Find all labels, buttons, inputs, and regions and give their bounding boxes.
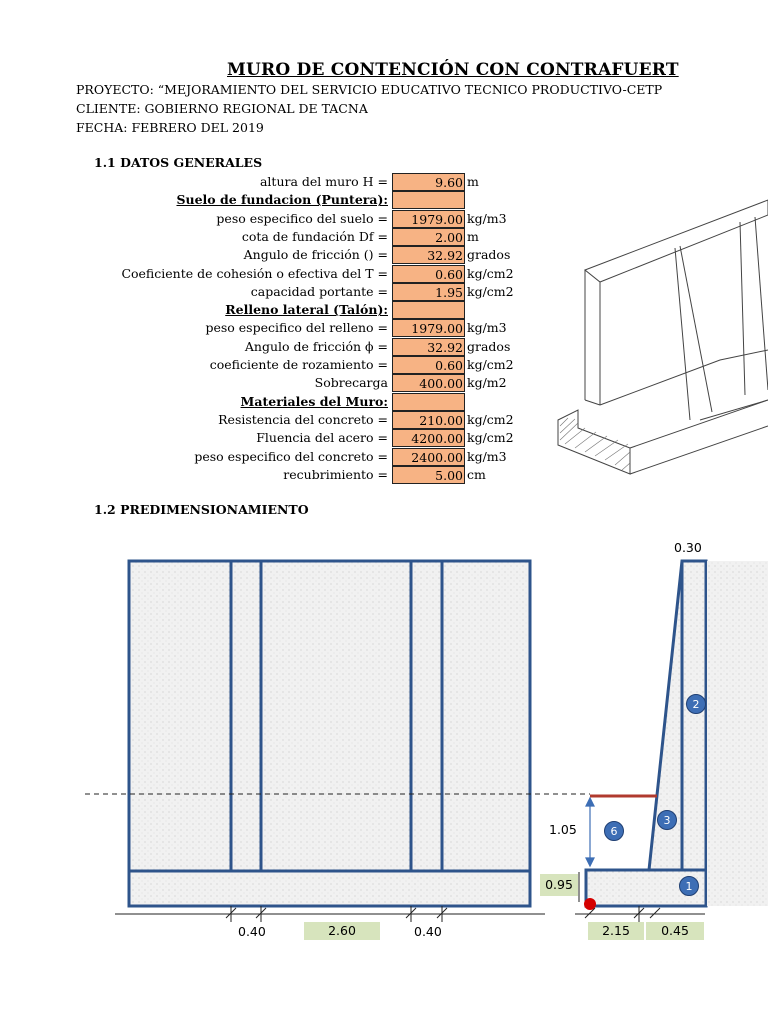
height-arrow [586, 798, 594, 866]
value-cell[interactable]: 1.95 [392, 283, 465, 301]
row-label: Angulo de fricción () = [243, 247, 388, 263]
dim-toe-length: 2.15 [588, 922, 644, 940]
value-cell[interactable]: 5.00 [392, 466, 465, 484]
row-label: Angulo de fricción ϕ = [244, 338, 388, 354]
row-label: recubrimiento = [283, 466, 388, 482]
value-cell[interactable]: 0.60 [392, 356, 465, 374]
value-cell[interactable]: 32.92 [392, 338, 465, 356]
section-heading-predim: 1.2 PREDIMENSIONAMIENTO [94, 502, 309, 517]
row-label: peso especifico del suelo = [216, 210, 388, 226]
value-cell[interactable]: 9.60 [392, 173, 465, 191]
value-cell[interactable]: 210.00 [392, 411, 465, 429]
unit-label: kg/m3 [467, 320, 507, 336]
unit-label: m [467, 174, 479, 189]
row-label: Resistencia del concreto = [218, 411, 388, 427]
front-elevation [129, 561, 530, 906]
value-cell[interactable]: 0.60 [392, 265, 465, 283]
badge-2: 2 [686, 694, 706, 714]
badge-3: 3 [657, 810, 677, 830]
dim-right-width: 0.40 [414, 924, 442, 939]
unit-label: kg/m2 [467, 375, 507, 391]
isometric-wall-sketch [558, 200, 768, 474]
row-label: Coeficiente de cohesión o efectiva del T = [121, 265, 388, 281]
row-label: altura del muro H = [259, 174, 388, 189]
section-heading-datos: 1.1 DATOS GENERALES [94, 155, 263, 170]
unit-label: cm [467, 466, 486, 482]
page-title: MURO DE CONTENCIÓN CON CONTRAFUERT [227, 60, 679, 80]
value-cell[interactable]: 400.00 [392, 374, 465, 392]
value-cell[interactable]: 2.00 [392, 228, 465, 246]
badge-6: 6 [604, 821, 624, 841]
date-line: FECHA: FEBRERO DEL 2019 [76, 120, 264, 135]
dim-stem-top: 0.30 [674, 540, 702, 555]
dim-footing-height: 0.95 [540, 874, 578, 896]
dim-fill-height: 1.05 [549, 822, 577, 837]
row-label: capacidad portante = [250, 283, 388, 299]
unit-label: kg/cm2 [467, 357, 514, 372]
value-cell[interactable]: 4200.00 [392, 429, 465, 447]
row-label: peso especifico del concreto = [194, 448, 388, 464]
client-line: CLIENTE: GOBIERNO REGIONAL DE TACNA [76, 101, 368, 116]
row-label: cota de fundación Df = [241, 228, 388, 244]
unit-label: grados [467, 247, 511, 263]
unit-label: m [467, 228, 479, 244]
subsection-heading: Materiales del Muro: [240, 393, 388, 409]
row-label: coeficiente de rozamiento = [209, 357, 388, 372]
dim-left-width: 0.40 [238, 924, 266, 939]
project-line: PROYECTO: “MEJORAMIENTO DEL SERVICIO EDUCATIVO TECNICO PRODUCTIVO-CETP [76, 82, 663, 97]
dim-stem-width: 0.45 [646, 922, 704, 940]
row-label: Fluencia del acero = [256, 430, 388, 446]
value-cell[interactable]: 1979.00 [392, 319, 465, 337]
unit-label: kg/m3 [467, 210, 507, 226]
unit-label: grados [467, 338, 511, 354]
badge-1: 1 [679, 876, 699, 896]
subsection-heading: Relleno lateral (Talón): [225, 302, 388, 318]
unit-label: kg/cm2 [467, 265, 514, 281]
row-label: Sobrecarga [314, 375, 388, 391]
unit-label: kg/cm2 [467, 283, 514, 299]
unit-label: kg/m3 [467, 448, 507, 464]
dim-middle-width: 2.60 [304, 922, 380, 940]
backfill-area [707, 561, 768, 906]
value-cell[interactable]: 1979.00 [392, 210, 465, 228]
value-cell[interactable]: 32.92 [392, 246, 465, 264]
unit-label: kg/cm2 [467, 430, 514, 446]
row-label: peso especifico del relleno = [205, 320, 388, 336]
unit-label: kg/cm2 [467, 411, 514, 427]
cross-section [586, 561, 706, 906]
value-cell[interactable]: 2400.00 [392, 448, 465, 466]
subsection-heading: Suelo de fundacion (Puntera): [176, 192, 388, 208]
